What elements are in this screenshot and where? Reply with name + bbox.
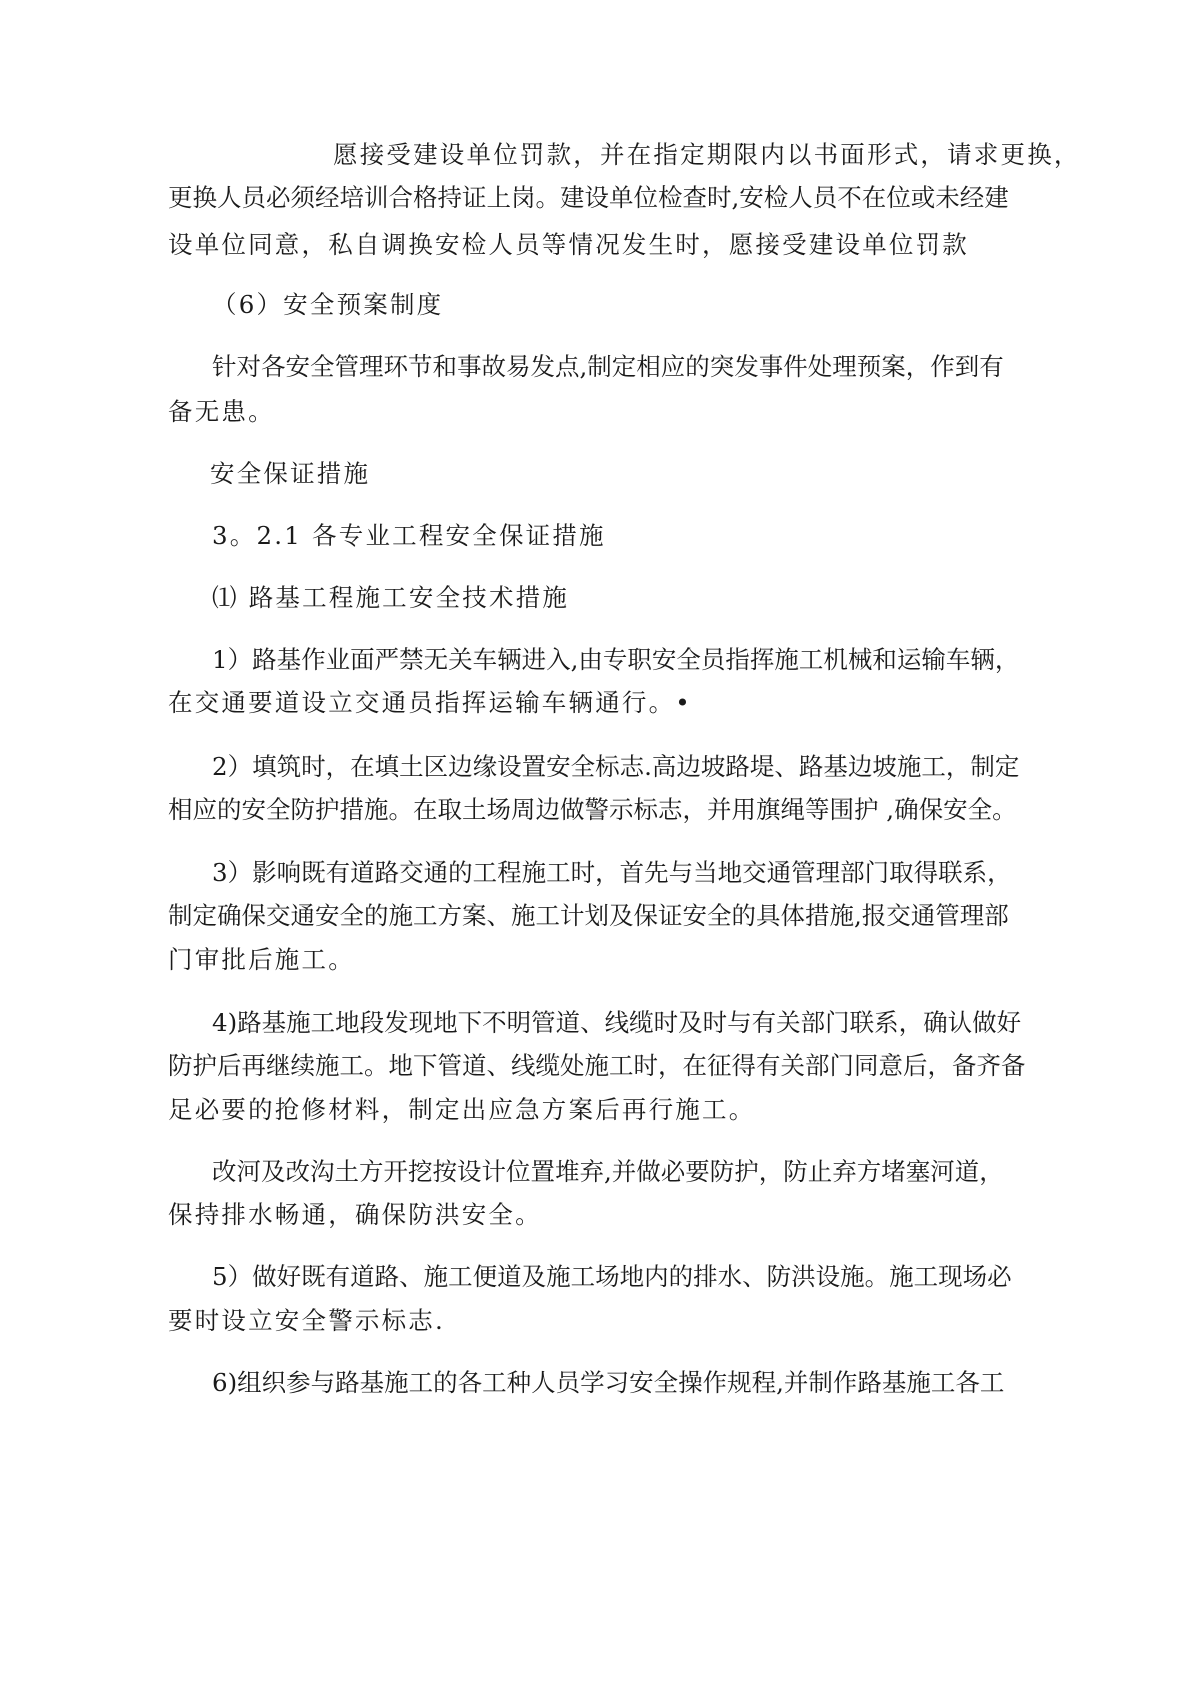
paragraph-line: 设单位同意，私自调换安检人员等情况发生时，愿接受建设单位罚款 [168, 230, 969, 259]
section-heading: 3。2.1 各专业工程安全保证措施 [212, 521, 606, 550]
paragraph-line: 愿接受建设单位罚款，并在指定期限内以书面形式，请求更换， [333, 140, 1081, 169]
paragraph-line: 更换人员必须经培训合格持证上岗。建设单位检查时,安检人员不在位或未经建 [168, 183, 1009, 212]
paragraph-line: 制定确保交通安全的施工方案、施工计划及保证安全的具体措施,报交通管理部 [168, 901, 1009, 930]
paragraph-line: 改河及改沟土方开挖按设计位置堆弃,并做必要防护，防止弃方堵塞河道， [212, 1157, 1004, 1186]
paragraph-line: 在交通要道设立交通员指挥运输车辆通行。• [168, 688, 692, 717]
paragraph-line: 防护后再继续施工。地下管道、线缆处施工时，在征得有关部门同意后，备齐备 [168, 1051, 1026, 1080]
paragraph-line: 门审批后施工。 [168, 945, 355, 974]
paragraph-line: 4)路基施工地段发现地下不明管道、线缆时及时与有关部门联系，确认做好 [212, 1008, 1022, 1037]
paragraph-line: 针对各安全管理环节和事故易发点,制定相应的突发事件处理预案，作到有 [212, 352, 1004, 381]
paragraph-line: 保持排水畅通，确保防洪安全。 [168, 1200, 542, 1229]
paragraph-line: 备无患。 [168, 397, 275, 426]
paragraph-line: 1）路基作业面严禁无关车辆进入,由专职安全员指挥施工机械和运输车辆， [212, 645, 1020, 674]
paragraph-line: 6)组织参与路基施工的各工种人员学习安全操作规程,并制作路基施工各工 [212, 1368, 1005, 1397]
paragraph-line: 要时设立安全警示标志. [168, 1306, 445, 1335]
section-heading: 安全保证措施 [210, 459, 371, 488]
paragraph-line: 足必要的抢修材料，制定出应急方案后再行施工。 [168, 1095, 756, 1124]
section-heading: （6）安全预案制度 [212, 290, 444, 319]
section-heading: ⑴ 路基工程施工安全技术措施 [212, 583, 570, 612]
paragraph-line: 5）做好既有道路、施工便道及施工场地内的排水、防洪设施。施工现场必 [212, 1262, 1012, 1291]
paragraph-line: 3）影响既有道路交通的工程施工时，首先与当地交通管理部门取得联系， [212, 858, 1012, 887]
paragraph-line: 2）填筑时，在填土区边缘设置安全标志.高边坡路堤、路基边坡施工，制定 [212, 752, 1020, 781]
paragraph-line: 相应的安全防护措施。在取土场周边做警示标志，并用旗绳等围护 ,确保安全。 [168, 795, 1017, 824]
